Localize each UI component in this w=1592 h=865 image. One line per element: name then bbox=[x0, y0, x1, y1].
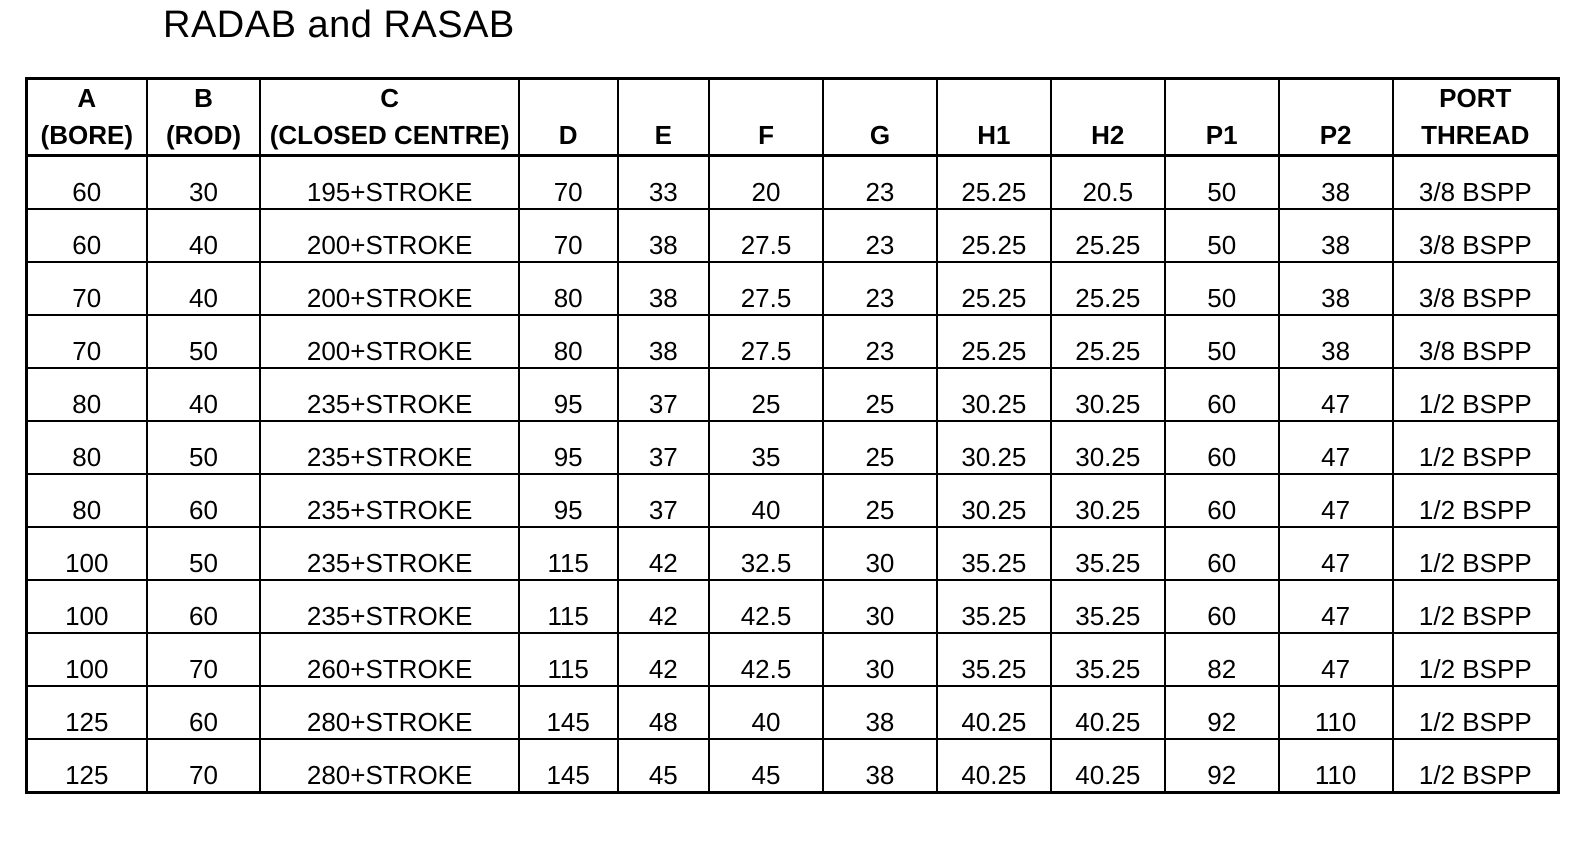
column-header-line2: H2 bbox=[1091, 120, 1125, 150]
table-cell: 48 bbox=[618, 686, 710, 739]
table-cell: 60 bbox=[147, 474, 261, 527]
table-cell: 235+STROKE bbox=[260, 368, 518, 421]
column-header-line1 bbox=[520, 80, 617, 117]
table-cell: 40.25 bbox=[1051, 739, 1165, 793]
table-cell: 25 bbox=[709, 368, 823, 421]
table-cell: 30 bbox=[823, 633, 937, 686]
column-header-line2: (BORE) bbox=[40, 120, 133, 150]
table-cell: 70 bbox=[147, 739, 261, 793]
table-cell: 38 bbox=[823, 686, 937, 739]
table-cell: 30.25 bbox=[1051, 368, 1165, 421]
column-header bbox=[709, 79, 823, 156]
column-header-line1 bbox=[619, 80, 709, 117]
table-cell: 235+STROKE bbox=[260, 527, 518, 580]
table-cell: 70 bbox=[27, 262, 147, 315]
column-header-line1 bbox=[710, 80, 822, 117]
table-row bbox=[27, 368, 1559, 421]
table-cell: 50 bbox=[147, 527, 261, 580]
table-row bbox=[27, 686, 1559, 739]
table-cell: 38 bbox=[823, 739, 937, 793]
table-cell: 45 bbox=[709, 739, 823, 793]
table-cell: 38 bbox=[618, 209, 710, 262]
table-cell: 1/2 BSPP bbox=[1393, 580, 1559, 633]
table-cell: 27.5 bbox=[709, 315, 823, 368]
table-cell: 100 bbox=[27, 580, 147, 633]
column-header bbox=[937, 79, 1051, 156]
table-cell: 80 bbox=[27, 474, 147, 527]
table-cell: 40 bbox=[147, 368, 261, 421]
table-cell: 3/8 BSPP bbox=[1393, 262, 1559, 315]
table-cell: 35 bbox=[709, 421, 823, 474]
table-cell: 60 bbox=[1165, 474, 1279, 527]
column-header bbox=[1051, 79, 1165, 156]
table-cell: 25 bbox=[823, 474, 937, 527]
table-row bbox=[27, 474, 1559, 527]
table-cell: 50 bbox=[1165, 262, 1279, 315]
column-header-line2: THREAD bbox=[1421, 120, 1530, 150]
table-row bbox=[27, 580, 1559, 633]
column-header bbox=[260, 79, 518, 156]
table-cell: 47 bbox=[1279, 368, 1393, 421]
table-cell: 92 bbox=[1165, 739, 1279, 793]
table-cell: 35.25 bbox=[937, 527, 1051, 580]
table-cell: 1/2 BSPP bbox=[1393, 368, 1559, 421]
table-cell: 70 bbox=[519, 156, 618, 210]
table-row bbox=[27, 315, 1559, 368]
column-header-line1: A bbox=[77, 83, 97, 113]
table-cell: 110 bbox=[1279, 739, 1393, 793]
table-body bbox=[27, 156, 1559, 793]
table-cell: 23 bbox=[823, 209, 937, 262]
table-cell: 35.25 bbox=[1051, 633, 1165, 686]
table-cell: 145 bbox=[519, 739, 618, 793]
table-cell: 25.25 bbox=[1051, 315, 1165, 368]
table-cell: 32.5 bbox=[709, 527, 823, 580]
table-cell: 115 bbox=[519, 633, 618, 686]
table-cell: 25 bbox=[823, 421, 937, 474]
table-cell: 100 bbox=[27, 527, 147, 580]
table-cell: 235+STROKE bbox=[260, 421, 518, 474]
column-header bbox=[1393, 79, 1559, 156]
table-cell: 27.5 bbox=[709, 262, 823, 315]
table-cell: 1/2 BSPP bbox=[1393, 421, 1559, 474]
table-cell: 25.25 bbox=[937, 262, 1051, 315]
table-cell: 200+STROKE bbox=[260, 209, 518, 262]
column-header-line1: PORT bbox=[1439, 83, 1512, 113]
table-cell: 70 bbox=[147, 633, 261, 686]
table-cell: 42.5 bbox=[709, 633, 823, 686]
table-cell: 47 bbox=[1279, 633, 1393, 686]
table-cell: 25.25 bbox=[937, 315, 1051, 368]
table-cell: 280+STROKE bbox=[260, 686, 518, 739]
table-cell: 30.25 bbox=[1051, 474, 1165, 527]
table-row bbox=[27, 633, 1559, 686]
column-header-line2: F bbox=[758, 120, 774, 150]
table-cell: 42.5 bbox=[709, 580, 823, 633]
table-cell: 47 bbox=[1279, 421, 1393, 474]
table-cell: 50 bbox=[1165, 315, 1279, 368]
table-cell: 3/8 BSPP bbox=[1393, 156, 1559, 210]
table-cell: 50 bbox=[1165, 156, 1279, 210]
table-cell: 35.25 bbox=[937, 580, 1051, 633]
column-header bbox=[618, 79, 710, 156]
table-cell: 100 bbox=[27, 633, 147, 686]
table-cell: 47 bbox=[1279, 580, 1393, 633]
table-cell: 23 bbox=[823, 156, 937, 210]
column-header-line1 bbox=[1052, 80, 1164, 117]
table-cell: 42 bbox=[618, 633, 710, 686]
table-cell: 27.5 bbox=[709, 209, 823, 262]
table-cell: 95 bbox=[519, 421, 618, 474]
column-header bbox=[27, 79, 147, 156]
column-header-line2: (CLOSED CENTRE) bbox=[269, 120, 510, 150]
table-cell: 60 bbox=[1165, 421, 1279, 474]
table-cell: 30 bbox=[147, 156, 261, 210]
table-cell: 60 bbox=[1165, 368, 1279, 421]
table-cell: 260+STROKE bbox=[260, 633, 518, 686]
table-cell: 1/2 BSPP bbox=[1393, 474, 1559, 527]
table-cell: 38 bbox=[1279, 209, 1393, 262]
table-cell: 80 bbox=[27, 421, 147, 474]
table-cell: 60 bbox=[27, 209, 147, 262]
column-header-line1 bbox=[1166, 80, 1278, 117]
table-cell: 92 bbox=[1165, 686, 1279, 739]
table-cell: 200+STROKE bbox=[260, 315, 518, 368]
table-cell: 200+STROKE bbox=[260, 262, 518, 315]
column-header bbox=[1279, 79, 1393, 156]
column-header-line1 bbox=[1280, 80, 1392, 117]
table-cell: 25 bbox=[823, 368, 937, 421]
table-cell: 30.25 bbox=[937, 421, 1051, 474]
table-cell: 235+STROKE bbox=[260, 474, 518, 527]
table-row bbox=[27, 262, 1559, 315]
table-cell: 35.25 bbox=[1051, 580, 1165, 633]
table-cell: 30 bbox=[823, 527, 937, 580]
table-cell: 45 bbox=[618, 739, 710, 793]
column-header-line2: E bbox=[654, 120, 672, 150]
table-row bbox=[27, 156, 1559, 210]
table-row bbox=[27, 421, 1559, 474]
table-cell: 70 bbox=[519, 209, 618, 262]
table-cell: 33 bbox=[618, 156, 710, 210]
table-cell: 115 bbox=[519, 580, 618, 633]
table-cell: 40.25 bbox=[937, 739, 1051, 793]
dimensions-table bbox=[25, 77, 1560, 794]
page-title: RADAB and RASAB bbox=[163, 4, 515, 46]
table-cell: 115 bbox=[519, 527, 618, 580]
table-cell: 145 bbox=[519, 686, 618, 739]
table-cell: 1/2 BSPP bbox=[1393, 527, 1559, 580]
table-cell: 60 bbox=[147, 580, 261, 633]
table-cell: 280+STROKE bbox=[260, 739, 518, 793]
column-header-line1 bbox=[824, 80, 936, 117]
table-cell: 195+STROKE bbox=[260, 156, 518, 210]
table-cell: 50 bbox=[147, 421, 261, 474]
table-cell: 80 bbox=[27, 368, 147, 421]
column-header-line2: P1 bbox=[1205, 120, 1238, 150]
table-cell: 30 bbox=[823, 580, 937, 633]
table-cell: 47 bbox=[1279, 474, 1393, 527]
table-cell: 60 bbox=[147, 686, 261, 739]
table-cell: 38 bbox=[1279, 262, 1393, 315]
table-cell: 37 bbox=[618, 421, 710, 474]
column-header bbox=[147, 79, 261, 156]
column-header bbox=[1165, 79, 1279, 156]
column-header-line1: B bbox=[194, 83, 213, 113]
table-cell: 70 bbox=[27, 315, 147, 368]
table-cell: 50 bbox=[1165, 209, 1279, 262]
table-cell: 30.25 bbox=[937, 474, 1051, 527]
table-cell: 3/8 BSPP bbox=[1393, 315, 1559, 368]
table-cell: 20.5 bbox=[1051, 156, 1165, 210]
table-cell: 50 bbox=[147, 315, 261, 368]
table-cell: 1/2 BSPP bbox=[1393, 633, 1559, 686]
column-header-line2: P2 bbox=[1319, 120, 1352, 150]
table-cell: 60 bbox=[1165, 527, 1279, 580]
table-cell: 1/2 BSPP bbox=[1393, 739, 1559, 793]
table-cell: 40.25 bbox=[937, 686, 1051, 739]
table-cell: 38 bbox=[1279, 156, 1393, 210]
column-header-line2: D bbox=[558, 120, 578, 150]
table-cell: 40 bbox=[147, 209, 261, 262]
table-cell: 38 bbox=[618, 262, 710, 315]
column-header-line1: C bbox=[380, 83, 400, 113]
table-cell: 25.25 bbox=[937, 209, 1051, 262]
table-cell: 82 bbox=[1165, 633, 1279, 686]
table-cell: 38 bbox=[1279, 315, 1393, 368]
table-cell: 80 bbox=[519, 262, 618, 315]
table-cell: 30.25 bbox=[1051, 421, 1165, 474]
column-header-line2: H1 bbox=[977, 120, 1011, 150]
table-cell: 40 bbox=[709, 474, 823, 527]
table-row bbox=[27, 739, 1559, 793]
table-cell: 47 bbox=[1279, 527, 1393, 580]
column-header bbox=[823, 79, 937, 156]
table-cell: 235+STROKE bbox=[260, 580, 518, 633]
table-cell: 30.25 bbox=[937, 368, 1051, 421]
table-cell: 25.25 bbox=[937, 156, 1051, 210]
column-header-line2: (ROD) bbox=[165, 120, 242, 150]
table-cell: 42 bbox=[618, 527, 710, 580]
table-row bbox=[27, 209, 1559, 262]
table-cell: 110 bbox=[1279, 686, 1393, 739]
table-cell: 23 bbox=[823, 262, 937, 315]
table-cell: 38 bbox=[618, 315, 710, 368]
table-cell: 95 bbox=[519, 368, 618, 421]
table-cell: 37 bbox=[618, 368, 710, 421]
table-header bbox=[27, 79, 1559, 156]
table-row bbox=[27, 527, 1559, 580]
header-row bbox=[27, 79, 1559, 156]
table-cell: 80 bbox=[519, 315, 618, 368]
table-cell: 35.25 bbox=[937, 633, 1051, 686]
column-header bbox=[519, 79, 618, 156]
column-header-line2: G bbox=[869, 120, 891, 150]
table-cell: 20 bbox=[709, 156, 823, 210]
table-cell: 35.25 bbox=[1051, 527, 1165, 580]
table-cell: 25.25 bbox=[1051, 262, 1165, 315]
table-cell: 40 bbox=[709, 686, 823, 739]
table-cell: 125 bbox=[27, 686, 147, 739]
column-header-line1 bbox=[938, 80, 1050, 117]
table-cell: 125 bbox=[27, 739, 147, 793]
table-cell: 42 bbox=[618, 580, 710, 633]
table-cell: 37 bbox=[618, 474, 710, 527]
table-cell: 95 bbox=[519, 474, 618, 527]
table-cell: 23 bbox=[823, 315, 937, 368]
table-cell: 25.25 bbox=[1051, 209, 1165, 262]
table-cell: 60 bbox=[27, 156, 147, 210]
table-cell: 40.25 bbox=[1051, 686, 1165, 739]
table-cell: 3/8 BSPP bbox=[1393, 209, 1559, 262]
table-cell: 40 bbox=[147, 262, 261, 315]
table-cell: 60 bbox=[1165, 580, 1279, 633]
table-cell: 1/2 BSPP bbox=[1393, 686, 1559, 739]
